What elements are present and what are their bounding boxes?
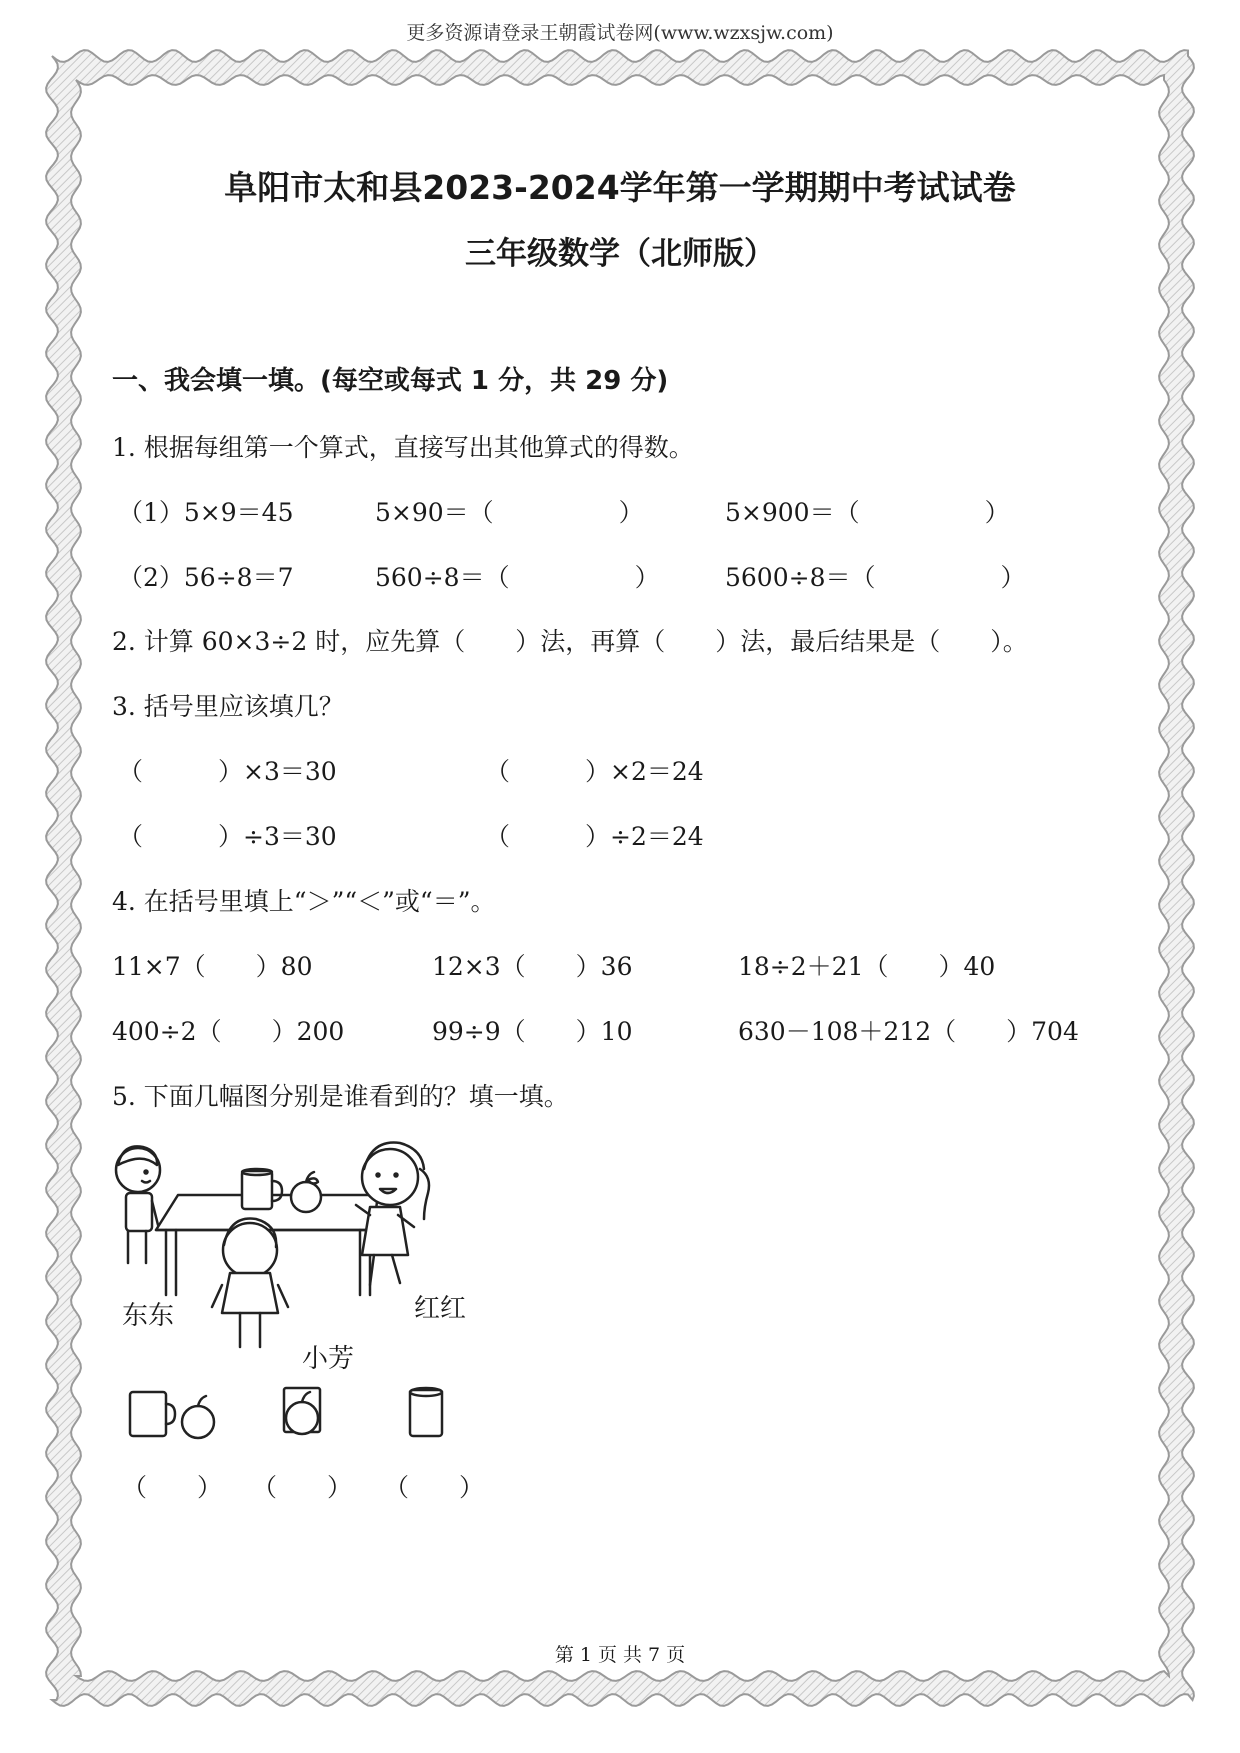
q5-answer-3[interactable]: （ ） <box>384 1473 485 1502</box>
girl-honghong-icon <box>356 1143 429 1285</box>
page-subtitle: 三年级数学（北师版） <box>465 236 775 272</box>
site-watermark: 更多资源请登录王朝霞试卷网(www.wzxsjw.com) <box>406 22 834 44</box>
q4-row1-compare-a[interactable]: 11×7（ ）80 <box>112 952 313 981</box>
scene-illustration <box>108 1135 488 1375</box>
q4-row2-compare-a[interactable]: 400÷2（ ）200 <box>112 1017 345 1046</box>
label-xiaofang: 小芳 <box>302 1344 355 1374</box>
q4-row2-compare-c[interactable]: 630－108＋212（ ）704 <box>738 1017 1079 1046</box>
question-2-text[interactable]: 2. 计算 60×3÷2 时，应先算（ ）法，再算（ ）法，最后结果是（ ）。 <box>112 627 1028 656</box>
q3-row2-blank-a[interactable]: （ ）÷3＝30 <box>118 822 337 851</box>
section-heading-1: 一、我会填一填。(每空或每式 1 分，共 29 分) <box>112 366 669 396</box>
q3-row1-blank-a[interactable]: （ ）×3＝30 <box>118 757 337 786</box>
question-4-text: 4. 在括号里填上“＞”“＜”或“＝”。 <box>112 887 496 916</box>
view-3-cup-icon <box>410 1388 442 1436</box>
label-dongdong: 东东 <box>122 1301 175 1331</box>
girl-xiaofang-icon <box>212 1219 288 1347</box>
apple-icon <box>291 1172 321 1212</box>
q4-row1-compare-b[interactable]: 12×3（ ）36 <box>432 952 633 981</box>
q4-row1-compare-c[interactable]: 18÷2＋21（ ）40 <box>738 952 996 981</box>
q4-row2-compare-b[interactable]: 99÷9（ ）10 <box>432 1017 633 1046</box>
question-3-text: 3. 括号里应该填几？ <box>112 692 344 721</box>
view-1-cup-apple-icon <box>130 1392 214 1438</box>
q1-row1-blank-a[interactable]: 5×90＝（ ） <box>375 498 644 527</box>
q1-row2-blank-a[interactable]: 560÷8＝（ ） <box>375 563 660 592</box>
boy-dongdong-icon <box>116 1146 160 1263</box>
q1-row2-blank-b[interactable]: 5600÷8＝（ ） <box>725 563 1026 592</box>
view-options <box>120 1380 460 1450</box>
q3-row1-blank-b[interactable]: （ ）×2＝24 <box>485 757 704 786</box>
label-honghong: 红红 <box>414 1294 467 1324</box>
page-footer: 第 1 页 共 7 页 <box>554 1644 686 1666</box>
q5-answer-2[interactable]: （ ） <box>252 1473 353 1502</box>
q3-row2-blank-b[interactable]: （ ）÷2＝24 <box>485 822 704 851</box>
view-2-apple-front-icon <box>284 1388 320 1434</box>
question-5-text: 5. 下面几幅图分别是谁看到的？填一填。 <box>112 1082 569 1111</box>
q1-row2-given: （2）56÷8＝7 <box>118 563 294 592</box>
q1-row1-blank-b[interactable]: 5×900＝（ ） <box>725 498 1010 527</box>
q1-row1-given: （1）5×9＝45 <box>118 498 294 527</box>
q5-answer-1[interactable]: （ ） <box>122 1473 223 1502</box>
question-1-text: 1. 根据每组第一个算式，直接写出其他算式的得数。 <box>112 433 694 462</box>
page-title: 阜阳市太和县2023-2024学年第一学期期中考试试卷 <box>224 168 1016 207</box>
